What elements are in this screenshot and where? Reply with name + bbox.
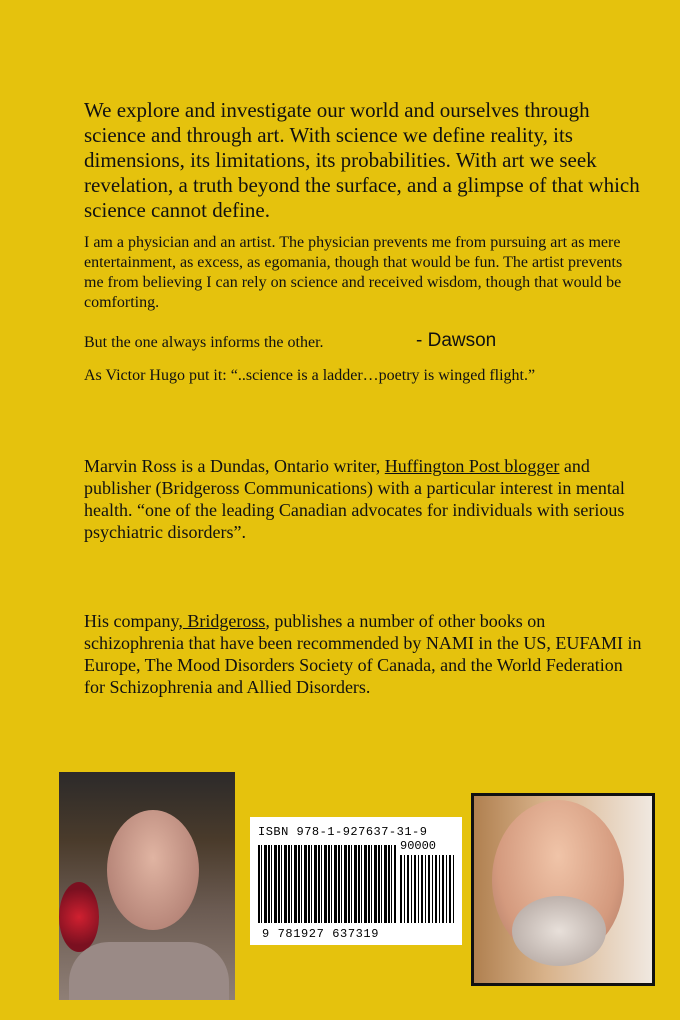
barcode-bars	[258, 845, 396, 923]
bridgeross-link[interactable]: Bridgeross	[182, 611, 266, 631]
intro-paragraph: We explore and investigate our world and ourselves through science and through art. With science we define reality, its dimensions, its limitations, its probabilities. With art we seek revelation, a truth beyond the surface, and a glimpse of that which science cannot define.	[84, 98, 640, 222]
physician-paragraph: I am a physician and an artist. The physician prevents me from pursuing art as mere entertainment, as excess, as egomania, though that would be fun. The artist prevents me from believing I can rely on science and received wisdom, though that would be comforting.	[84, 234, 623, 311]
author-bio	[84, 455, 644, 543]
huffington-link[interactable]: Huffington Post blogger	[384, 456, 560, 476]
author-photo-right	[471, 793, 655, 986]
hugo-quote: As Victor Hugo put it: “..science is a ladder…poetry is winged flight.”	[84, 367, 536, 384]
informs-line	[84, 330, 644, 353]
price-addon: 90000	[400, 839, 437, 853]
isbn-label: ISBN 978-1-927637-31-9	[258, 825, 428, 839]
company-text-after: , publishes a number of other books on schizophrenia that have been recommended by NAMI in the US, EUFAMI in Europe, The Mood Disorders Society of Canada, and the World Federation for Schizophrenia and Allied Disorders.	[84, 611, 642, 697]
signature: - Dawson	[416, 330, 497, 351]
company-text-before: His company,	[84, 611, 183, 631]
barcode-number: 9 781927 637319	[262, 927, 380, 941]
bio-text-before: Marvin Ross is a Dundas, Ontario writer,	[84, 456, 385, 476]
addon-bars	[400, 855, 455, 923]
company-paragraph	[84, 610, 644, 698]
author-photo-left	[59, 772, 235, 1000]
informs-text: But the one always informs the other.	[84, 334, 324, 351]
bio-text-after: and publisher (Bridgeross Communications) with a particular interest in mental health. “one of the leading Canadian advocates for individuals with serious psychiatric disorders”.	[84, 456, 625, 542]
isbn-barcode	[250, 817, 462, 945]
